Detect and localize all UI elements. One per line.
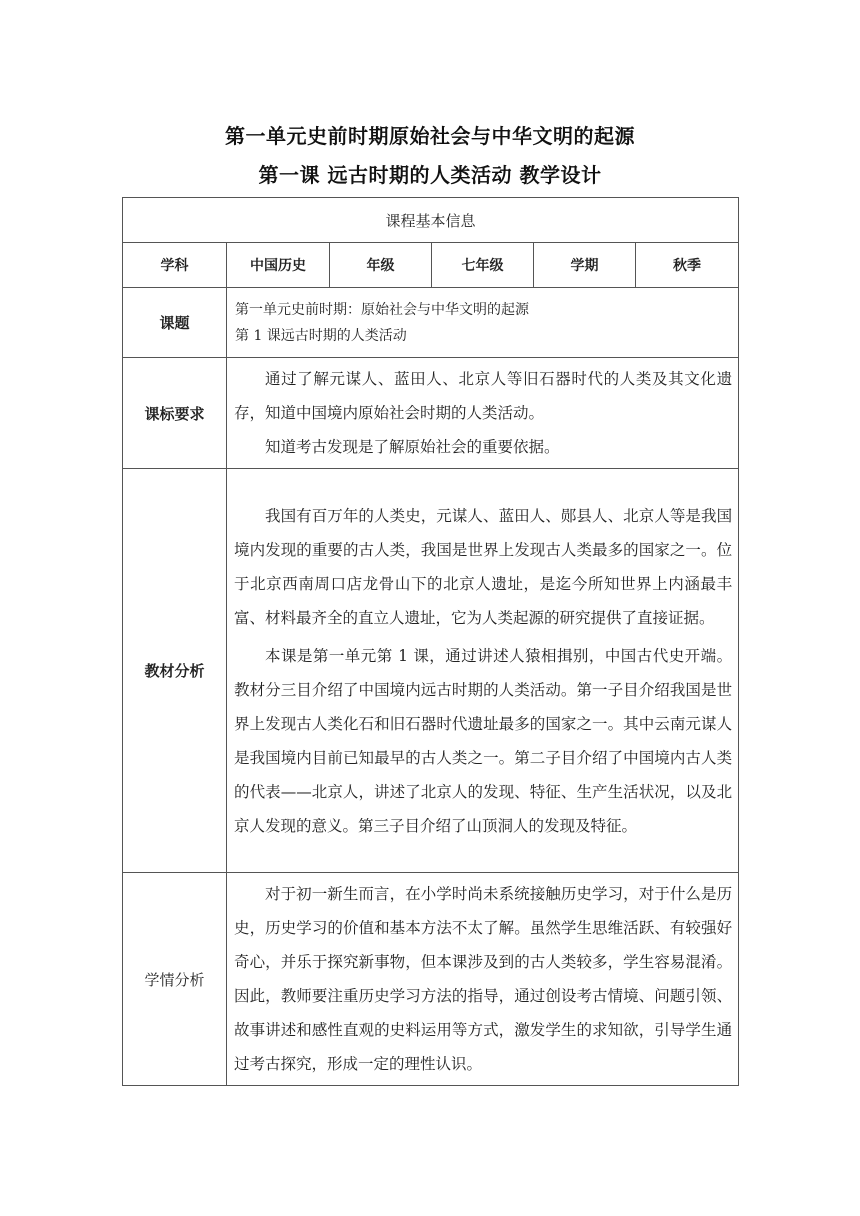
textbook-paragraph: 我国有百万年的人类史，元谋人、蓝田人、郧县人、北京人等是我国境内发现的重要的古人类，我国是世界上发现古人类最多的国家之一。位于北京西南周口店龙骨山下的北京人遗址，是迄今所知世界上内涵最丰富、材料最齐全的直立人遗址，它为人类起源的研究提供了直接证据。 <box>234 506 733 627</box>
standards-row <box>123 358 739 469</box>
grade-label: 年级 <box>330 243 432 288</box>
document-title-lesson: 第一课 远古时期的人类活动 教学设计 <box>258 163 602 187</box>
standards-label: 课标要求 <box>123 358 227 469</box>
subject-label: 学科 <box>123 243 227 288</box>
student-analysis-row <box>123 873 739 1086</box>
term-label: 学期 <box>534 243 636 288</box>
grade-value: 七年级 <box>432 243 534 288</box>
textbook-analysis-content <box>227 469 739 873</box>
topic-row <box>123 288 739 358</box>
textbook-analysis-row <box>123 469 739 873</box>
student-analysis-label: 学情分析 <box>123 873 227 1086</box>
topic-line-lesson: 第 1 课远古时期的人类活动 <box>235 327 407 344</box>
document-title-unit: 第一单元史前时期原始社会与中华文明的起源 <box>225 124 635 148</box>
textbook-analysis-label: 教材分析 <box>123 469 227 873</box>
standards-paragraph: 知道考古发现是了解原始社会的重要依据。 <box>265 438 560 456</box>
topic-label: 课题 <box>123 288 227 358</box>
student-paragraph: 对于初一新生而言，在小学时尚未系统接触历史学习，对于什么是历史，历史学习的价值和基本方法不太了解。虽然学生思维活跃、有较强好奇心，并乐于探究新事物，但本课涉及到的古人类较多，学生容易混淆。因此，教师要注重历史学习方法的指导，通过创设考古情境、问题引领、故事讲述和感性直观的史料运用等方式，激发学生的求知欲，引导学生通过考古探究，形成一定的理性认识。 <box>234 885 733 1073</box>
standards-paragraph: 通过了解元谋人、蓝田人、北京人等旧石器时代的人类及其文化遗存，知道中国境内原始社会时期的人类活动。 <box>234 370 733 422</box>
lesson-info-table <box>122 197 739 1086</box>
subject-value: 中国历史 <box>227 243 330 288</box>
topic-content <box>227 288 739 358</box>
table-header: 课程基本信息 <box>123 198 739 243</box>
term-value: 秋季 <box>636 243 739 288</box>
student-analysis-content <box>227 873 739 1086</box>
basic-info-row <box>123 243 739 288</box>
topic-line-unit: 第一单元史前时期：原始社会与中华文明的起源 <box>235 301 529 318</box>
standards-content <box>227 358 739 469</box>
textbook-paragraph: 本课是第一单元第 1 课，通过讲述人猿相揖别，中国古代史开端。教材分三目介绍了中国境内远古时期的人类活动。第一子目介绍我国是世界上发现古人类化石和旧石器时代遗址最多的国家之一。其中云南元谋人是我国境内目前已知最早的古人类之一。第二子目介绍了中国境内古人类的代表——北京人，讲述了北京人的发现、特征、生产生活状况，以及北京人发现的意义。第三子目介绍了山顶洞人的发现及特征。 <box>234 646 733 835</box>
